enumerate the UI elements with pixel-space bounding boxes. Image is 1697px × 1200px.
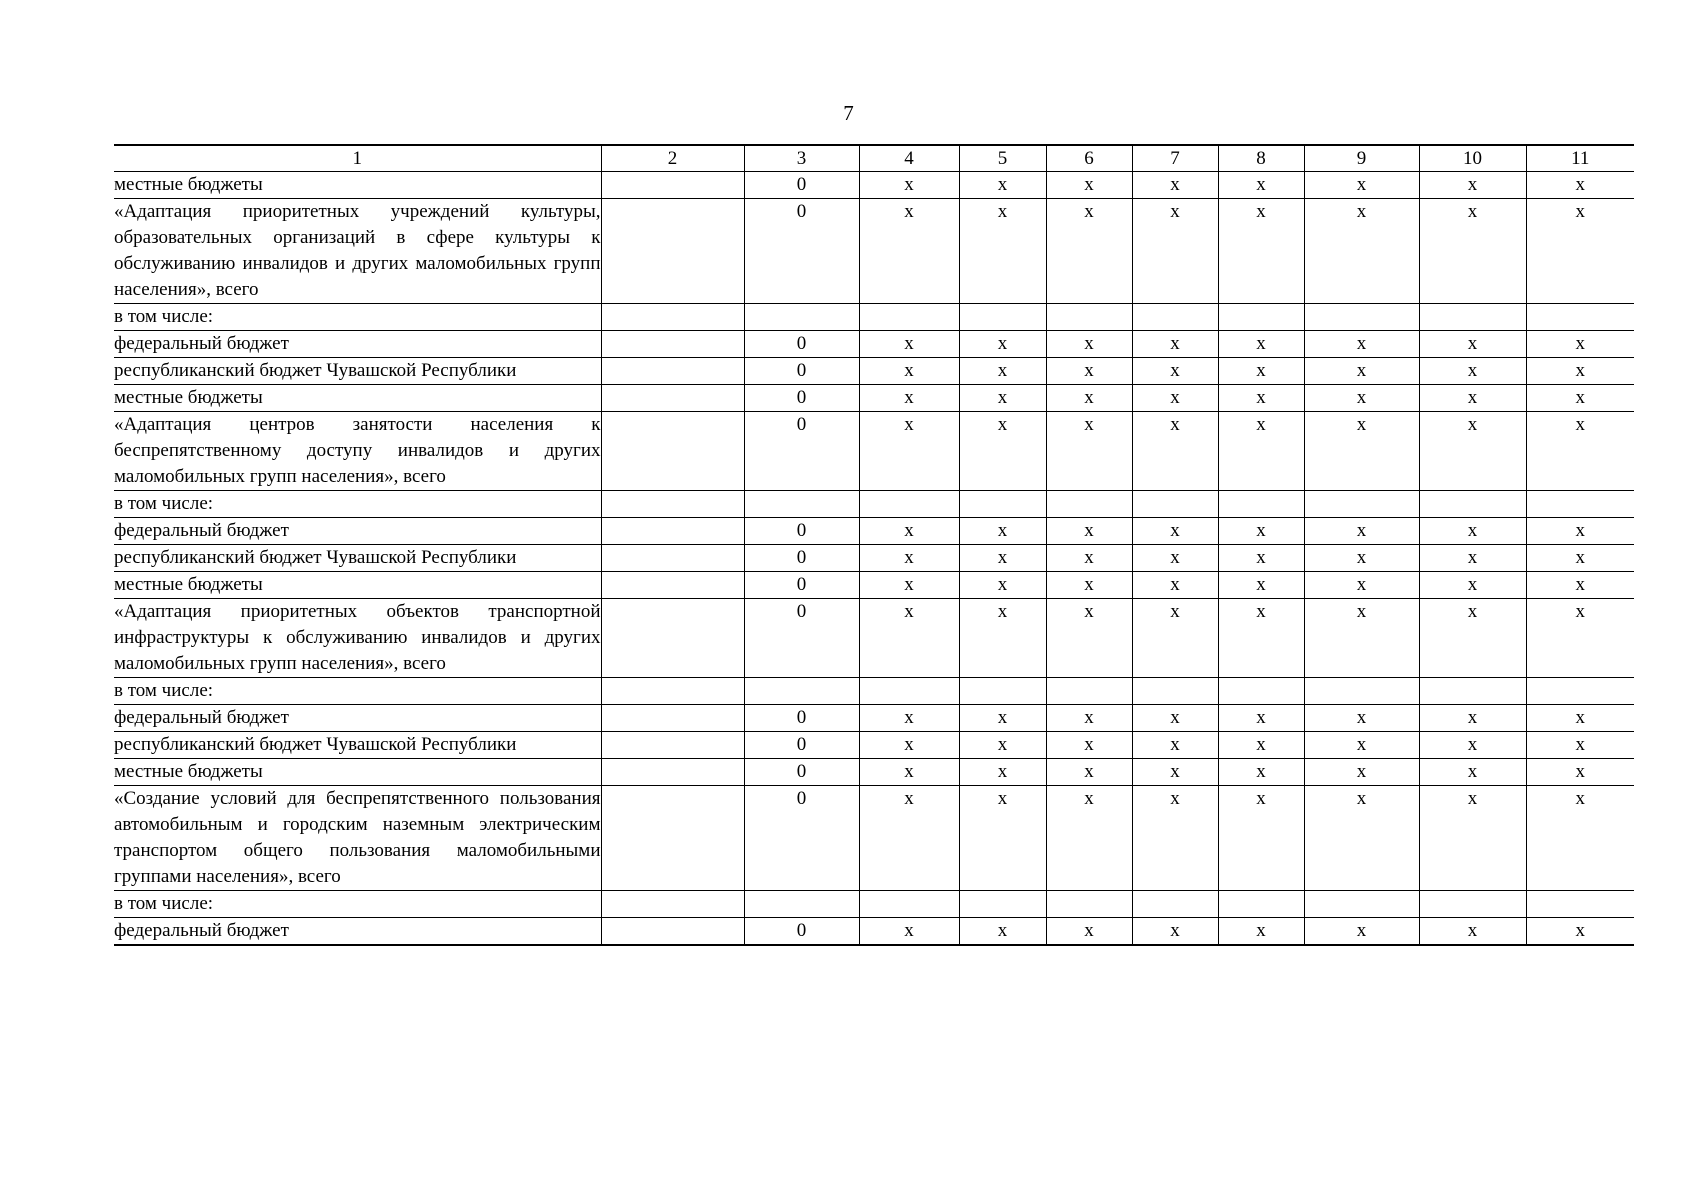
table-cell: x (1419, 518, 1526, 545)
row-label: в том числе: (114, 678, 601, 705)
table-cell: x (859, 358, 959, 385)
table-cell (1304, 491, 1419, 518)
table-cell: x (1132, 358, 1218, 385)
table-row (114, 199, 1634, 304)
table-cell (744, 304, 859, 331)
table-cell: x (1304, 732, 1419, 759)
table-cell: x (1526, 786, 1634, 891)
table-cell: x (1304, 199, 1419, 304)
table-cell (1526, 491, 1634, 518)
table-cell: 0 (744, 199, 859, 304)
table-cell: x (1218, 518, 1304, 545)
table-cell: x (1304, 705, 1419, 732)
table-cell: x (1304, 918, 1419, 946)
column-number-header: 6 (1046, 145, 1132, 172)
table-cell: x (1419, 786, 1526, 891)
table-cell: x (859, 759, 959, 786)
table-cell: x (1218, 331, 1304, 358)
table-cell: x (959, 705, 1046, 732)
table-cell (601, 304, 744, 331)
table-row (114, 518, 1634, 545)
table-cell: x (1218, 705, 1304, 732)
table-cell (744, 491, 859, 518)
table-cell: x (1132, 732, 1218, 759)
table-cell: x (1046, 705, 1132, 732)
table-cell: x (1526, 705, 1634, 732)
table-cell: x (1526, 545, 1634, 572)
table-cell: 0 (744, 918, 859, 946)
table-cell: x (1046, 412, 1132, 491)
row-label: «Адаптация центров занятости населения к беспрепятственному доступу инвалидов и других маломобильных групп населения», всего (114, 412, 601, 491)
table-cell: 0 (744, 172, 859, 199)
table-cell (1218, 678, 1304, 705)
table-cell: x (959, 918, 1046, 946)
table-cell: x (859, 705, 959, 732)
table-cell: x (1132, 918, 1218, 946)
table-cell (959, 491, 1046, 518)
table-cell (859, 304, 959, 331)
table-cell: 0 (744, 331, 859, 358)
table-cell (859, 491, 959, 518)
table-cell: x (959, 786, 1046, 891)
table-cell (601, 199, 744, 304)
table-cell: x (1132, 199, 1218, 304)
row-label: «Создание условий для беспрепятственного пользования автомобильным и городским наземным электрическим транспортом общего пользования маломобильными группами населения», всего (114, 786, 601, 891)
table-cell (601, 599, 744, 678)
table-cell (1046, 491, 1132, 518)
table-cell: x (1046, 786, 1132, 891)
row-label: «Адаптация приоритетных объектов транспортной инфраструктуры к обслуживанию инвалидов и других маломобильных групп населения», всего (114, 599, 601, 678)
table-cell: x (1526, 599, 1634, 678)
table-cell: x (1218, 759, 1304, 786)
table-row (114, 732, 1634, 759)
table-cell: x (1132, 545, 1218, 572)
table-cell: x (1218, 385, 1304, 412)
table-cell: x (1304, 331, 1419, 358)
table-cell: x (1046, 331, 1132, 358)
table-cell: x (1046, 199, 1132, 304)
table-row (114, 759, 1634, 786)
row-label: федеральный бюджет (114, 705, 601, 732)
table-cell: x (1132, 172, 1218, 199)
table-cell: x (1526, 518, 1634, 545)
column-number-header: 1 (114, 145, 601, 172)
table-cell (601, 358, 744, 385)
table-cell: x (1419, 759, 1526, 786)
table-cell: x (1046, 599, 1132, 678)
table-cell (601, 491, 744, 518)
table-row (114, 786, 1634, 891)
table-cell: x (1304, 572, 1419, 599)
table-row (114, 678, 1634, 705)
table-cell: x (1132, 412, 1218, 491)
table-cell: x (1304, 412, 1419, 491)
table-cell (744, 678, 859, 705)
table-cell (1046, 891, 1132, 918)
table-cell: x (859, 172, 959, 199)
table-cell (1046, 678, 1132, 705)
table-cell (601, 331, 744, 358)
table-cell: 0 (744, 599, 859, 678)
table-cell (601, 545, 744, 572)
column-number-header-row (114, 145, 1634, 172)
row-label: в том числе: (114, 891, 601, 918)
column-number-header: 2 (601, 145, 744, 172)
table-cell: x (859, 599, 959, 678)
table-cell: x (1132, 572, 1218, 599)
table-cell: x (1132, 385, 1218, 412)
row-label: местные бюджеты (114, 172, 601, 199)
table-cell: x (959, 518, 1046, 545)
table-cell (601, 732, 744, 759)
table-cell: x (1526, 918, 1634, 946)
table-cell: x (1419, 572, 1526, 599)
table-cell: x (859, 545, 959, 572)
table-cell (601, 385, 744, 412)
table-cell: 0 (744, 385, 859, 412)
table-cell (1304, 304, 1419, 331)
table-cell (1419, 678, 1526, 705)
table-row (114, 491, 1634, 518)
table-cell (1132, 678, 1218, 705)
budget-table (114, 144, 1634, 946)
table-cell: 0 (744, 759, 859, 786)
table-cell: x (1526, 732, 1634, 759)
row-label: в том числе: (114, 491, 601, 518)
row-label: федеральный бюджет (114, 918, 601, 946)
table-cell: x (1046, 918, 1132, 946)
table-cell: 0 (744, 545, 859, 572)
table-cell (1526, 891, 1634, 918)
table-cell (1526, 304, 1634, 331)
column-number-header: 9 (1304, 145, 1419, 172)
table-cell: x (1419, 358, 1526, 385)
table-cell: x (1218, 786, 1304, 891)
table-cell (601, 891, 744, 918)
table-cell: x (1046, 172, 1132, 199)
table-cell (601, 678, 744, 705)
column-number-header: 7 (1132, 145, 1218, 172)
table-cell (1304, 891, 1419, 918)
table-cell (1218, 304, 1304, 331)
table-cell: x (1419, 199, 1526, 304)
table-cell: x (1419, 172, 1526, 199)
table-cell: x (1218, 172, 1304, 199)
row-label: местные бюджеты (114, 759, 601, 786)
table-cell (1218, 491, 1304, 518)
table-cell: x (1046, 385, 1132, 412)
table-row (114, 172, 1634, 199)
table-cell: x (859, 199, 959, 304)
row-label: республиканский бюджет Чувашской Республики (114, 358, 601, 385)
table-cell: x (1526, 759, 1634, 786)
table-cell (1304, 678, 1419, 705)
table-cell: x (959, 172, 1046, 199)
table-cell (859, 678, 959, 705)
table-row (114, 572, 1634, 599)
table-cell: x (1132, 331, 1218, 358)
table-cell (601, 518, 744, 545)
table-cell: x (1132, 786, 1218, 891)
table-cell: x (1304, 599, 1419, 678)
table-cell: 0 (744, 705, 859, 732)
column-number-header: 3 (744, 145, 859, 172)
table-cell: x (859, 385, 959, 412)
table-cell: x (959, 412, 1046, 491)
table-cell: x (1218, 918, 1304, 946)
table-cell: x (959, 732, 1046, 759)
table-cell: x (1419, 918, 1526, 946)
table-cell: x (1526, 572, 1634, 599)
row-label: федеральный бюджет (114, 331, 601, 358)
table-cell: x (1526, 172, 1634, 199)
table-cell (959, 678, 1046, 705)
table-cell: x (959, 385, 1046, 412)
table-cell: x (1046, 572, 1132, 599)
column-number-header: 5 (959, 145, 1046, 172)
table-cell: x (859, 518, 959, 545)
table-cell (1218, 891, 1304, 918)
table-cell: x (1304, 518, 1419, 545)
table-cell (744, 891, 859, 918)
table-cell: x (959, 759, 1046, 786)
table-cell: x (1526, 199, 1634, 304)
table-cell: x (1304, 358, 1419, 385)
table-cell: x (1419, 705, 1526, 732)
page-number: 7 (843, 101, 854, 125)
table-cell: x (859, 412, 959, 491)
table-cell: x (1132, 518, 1218, 545)
table-cell (601, 918, 744, 946)
table-cell: x (1526, 331, 1634, 358)
column-number-header: 4 (859, 145, 959, 172)
table-cell: x (1419, 385, 1526, 412)
table-cell (1419, 304, 1526, 331)
table-cell: x (1304, 545, 1419, 572)
table-cell: x (1046, 358, 1132, 385)
table-cell: x (959, 599, 1046, 678)
table-row (114, 705, 1634, 732)
table-cell: x (859, 786, 959, 891)
table-cell: 0 (744, 412, 859, 491)
table-cell: x (859, 918, 959, 946)
table-cell: x (859, 331, 959, 358)
table-cell: x (1304, 385, 1419, 412)
table-cell: x (1132, 705, 1218, 732)
table-cell: x (1132, 599, 1218, 678)
table-cell: x (959, 358, 1046, 385)
table-cell: x (1526, 412, 1634, 491)
row-label: федеральный бюджет (114, 518, 601, 545)
column-number-header: 10 (1419, 145, 1526, 172)
table-cell (601, 759, 744, 786)
row-label: «Адаптация приоритетных учреждений культуры, образовательных организаций в сфере культуры к обслуживанию инвалидов и других маломобильных групп населения», всего (114, 199, 601, 304)
table-cell: x (1218, 412, 1304, 491)
table-cell: x (1304, 172, 1419, 199)
table-cell: x (1304, 759, 1419, 786)
table-row (114, 891, 1634, 918)
table-row (114, 358, 1634, 385)
table-cell (601, 412, 744, 491)
table-row (114, 304, 1634, 331)
table-cell: x (959, 572, 1046, 599)
column-number-header: 11 (1526, 145, 1634, 172)
table-cell: x (1304, 786, 1419, 891)
table-cell: x (1218, 572, 1304, 599)
table-cell: x (859, 572, 959, 599)
table-cell: x (1419, 545, 1526, 572)
row-label: местные бюджеты (114, 572, 601, 599)
table-cell: x (1046, 759, 1132, 786)
table-cell: x (1526, 385, 1634, 412)
table-cell: x (1526, 358, 1634, 385)
table-cell: 0 (744, 572, 859, 599)
table-cell: x (1218, 599, 1304, 678)
table-cell: x (959, 199, 1046, 304)
table-cell (1132, 491, 1218, 518)
table-cell (1132, 891, 1218, 918)
table-cell: 0 (744, 786, 859, 891)
table-cell (859, 891, 959, 918)
table-cell (601, 786, 744, 891)
table-cell: x (1046, 545, 1132, 572)
table-cell (601, 172, 744, 199)
table-cell: x (1419, 331, 1526, 358)
table-row (114, 412, 1634, 491)
table-cell: x (859, 732, 959, 759)
table-cell (1132, 304, 1218, 331)
table-cell (1419, 891, 1526, 918)
table-cell: 0 (744, 358, 859, 385)
table-cell: x (1218, 358, 1304, 385)
table-row (114, 545, 1634, 572)
row-label: в том числе: (114, 304, 601, 331)
table-cell: x (1218, 732, 1304, 759)
table-cell: x (1419, 599, 1526, 678)
row-label: республиканский бюджет Чувашской Республики (114, 545, 601, 572)
table-cell (601, 705, 744, 732)
table-cell (601, 572, 744, 599)
table-cell (959, 304, 1046, 331)
table-cell (1046, 304, 1132, 331)
table-cell: x (1132, 759, 1218, 786)
table-row (114, 385, 1634, 412)
table-cell: 0 (744, 518, 859, 545)
table-cell: x (1046, 518, 1132, 545)
table-cell: x (1419, 412, 1526, 491)
table-cell: x (1218, 545, 1304, 572)
row-label: республиканский бюджет Чувашской Республики (114, 732, 601, 759)
column-number-header: 8 (1218, 145, 1304, 172)
table-cell: x (1419, 732, 1526, 759)
table-row (114, 599, 1634, 678)
table-cell: x (959, 545, 1046, 572)
table-cell: x (1218, 199, 1304, 304)
table-cell (959, 891, 1046, 918)
table-cell: x (959, 331, 1046, 358)
row-label: местные бюджеты (114, 385, 601, 412)
table-cell (1419, 491, 1526, 518)
table-row (114, 331, 1634, 358)
table-row (114, 918, 1634, 946)
table-cell (1526, 678, 1634, 705)
table-cell: x (1046, 732, 1132, 759)
table-cell: 0 (744, 732, 859, 759)
